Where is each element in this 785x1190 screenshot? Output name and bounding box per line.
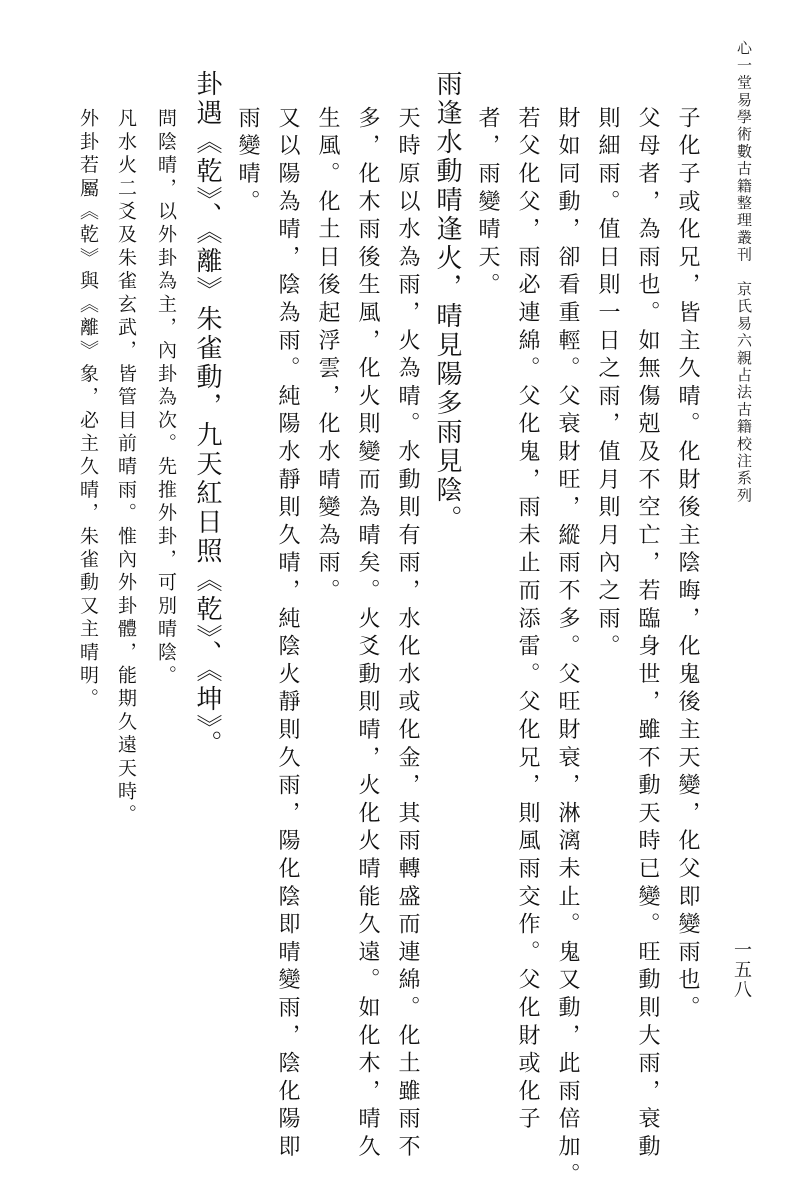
text-column-6: 者，雨變晴天。	[475, 106, 500, 301]
text-column-11: 雨變晴。	[235, 106, 260, 218]
text-column-2: 父母者，為雨也。如無傷剋及不空亡，若臨身世，雖不動天時已變。旺動則大雨，衰動	[635, 106, 660, 1163]
text-column-3: 則細雨。值日則一日之雨，值月則月內之雨。	[595, 106, 620, 662]
verse-heading-2: 卦遇《乾》、《離》朱雀動，九天紅日照《乾》、《坤》。	[192, 70, 222, 759]
text-column-1: 子化子或化兄，皆主久晴。化財後主陰晦，化鬼後主天變，化父即變雨也。	[675, 106, 700, 1024]
series-header: 心一堂易學術數古籍整理叢刊 京氏易六親占法古籍校注系列	[735, 40, 753, 505]
text-column-14: 外卦若屬《乾》與《離》象，必主久晴，朱雀動又主晴明。	[77, 108, 99, 712]
text-column-12: 問陰晴，以外卦為主，內卦為次。先推外卦，可別晴陰。	[155, 108, 177, 688]
text-column-10: 又以陽為晴，陰為雨。純陽水靜則久晴，純陰火靜則久雨，陽化陰即晴變雨，陰化陽即	[275, 106, 300, 1163]
text-column-9: 生風。化土日後起浮雲，化水晴變為雨。	[315, 106, 340, 607]
text-column-5: 若父化父，雨必連綿。父化鬼，雨未止而添雷。父化兄，則風雨交作。父化財或化子	[515, 106, 540, 1135]
text-column-4: 財如同動，卻看重輕。父衰財旺，縱雨不多。父旺財衰，淋漓未止。鬼又動，此雨倍加。	[555, 106, 580, 1190]
text-column-13: 凡水火二爻及朱雀玄武，皆管目前晴雨。惟內外卦體，能期久遠天時。	[115, 108, 137, 828]
verse-heading-1: 雨逢水動晴逢火，晴見陽多雨見陰。	[432, 70, 462, 534]
page-number: 一五八	[731, 940, 752, 1000]
text-column-8: 多，化木雨後生風，化火則變而為晴矣。火爻動則晴，火化火晴能久遠。如化木，晴久	[355, 106, 380, 1163]
text-column-7: 天時原以水為雨，火為晴。水動則有雨，水化水或化金，其雨轉盛而連綿。化土雖雨不	[395, 106, 420, 1163]
